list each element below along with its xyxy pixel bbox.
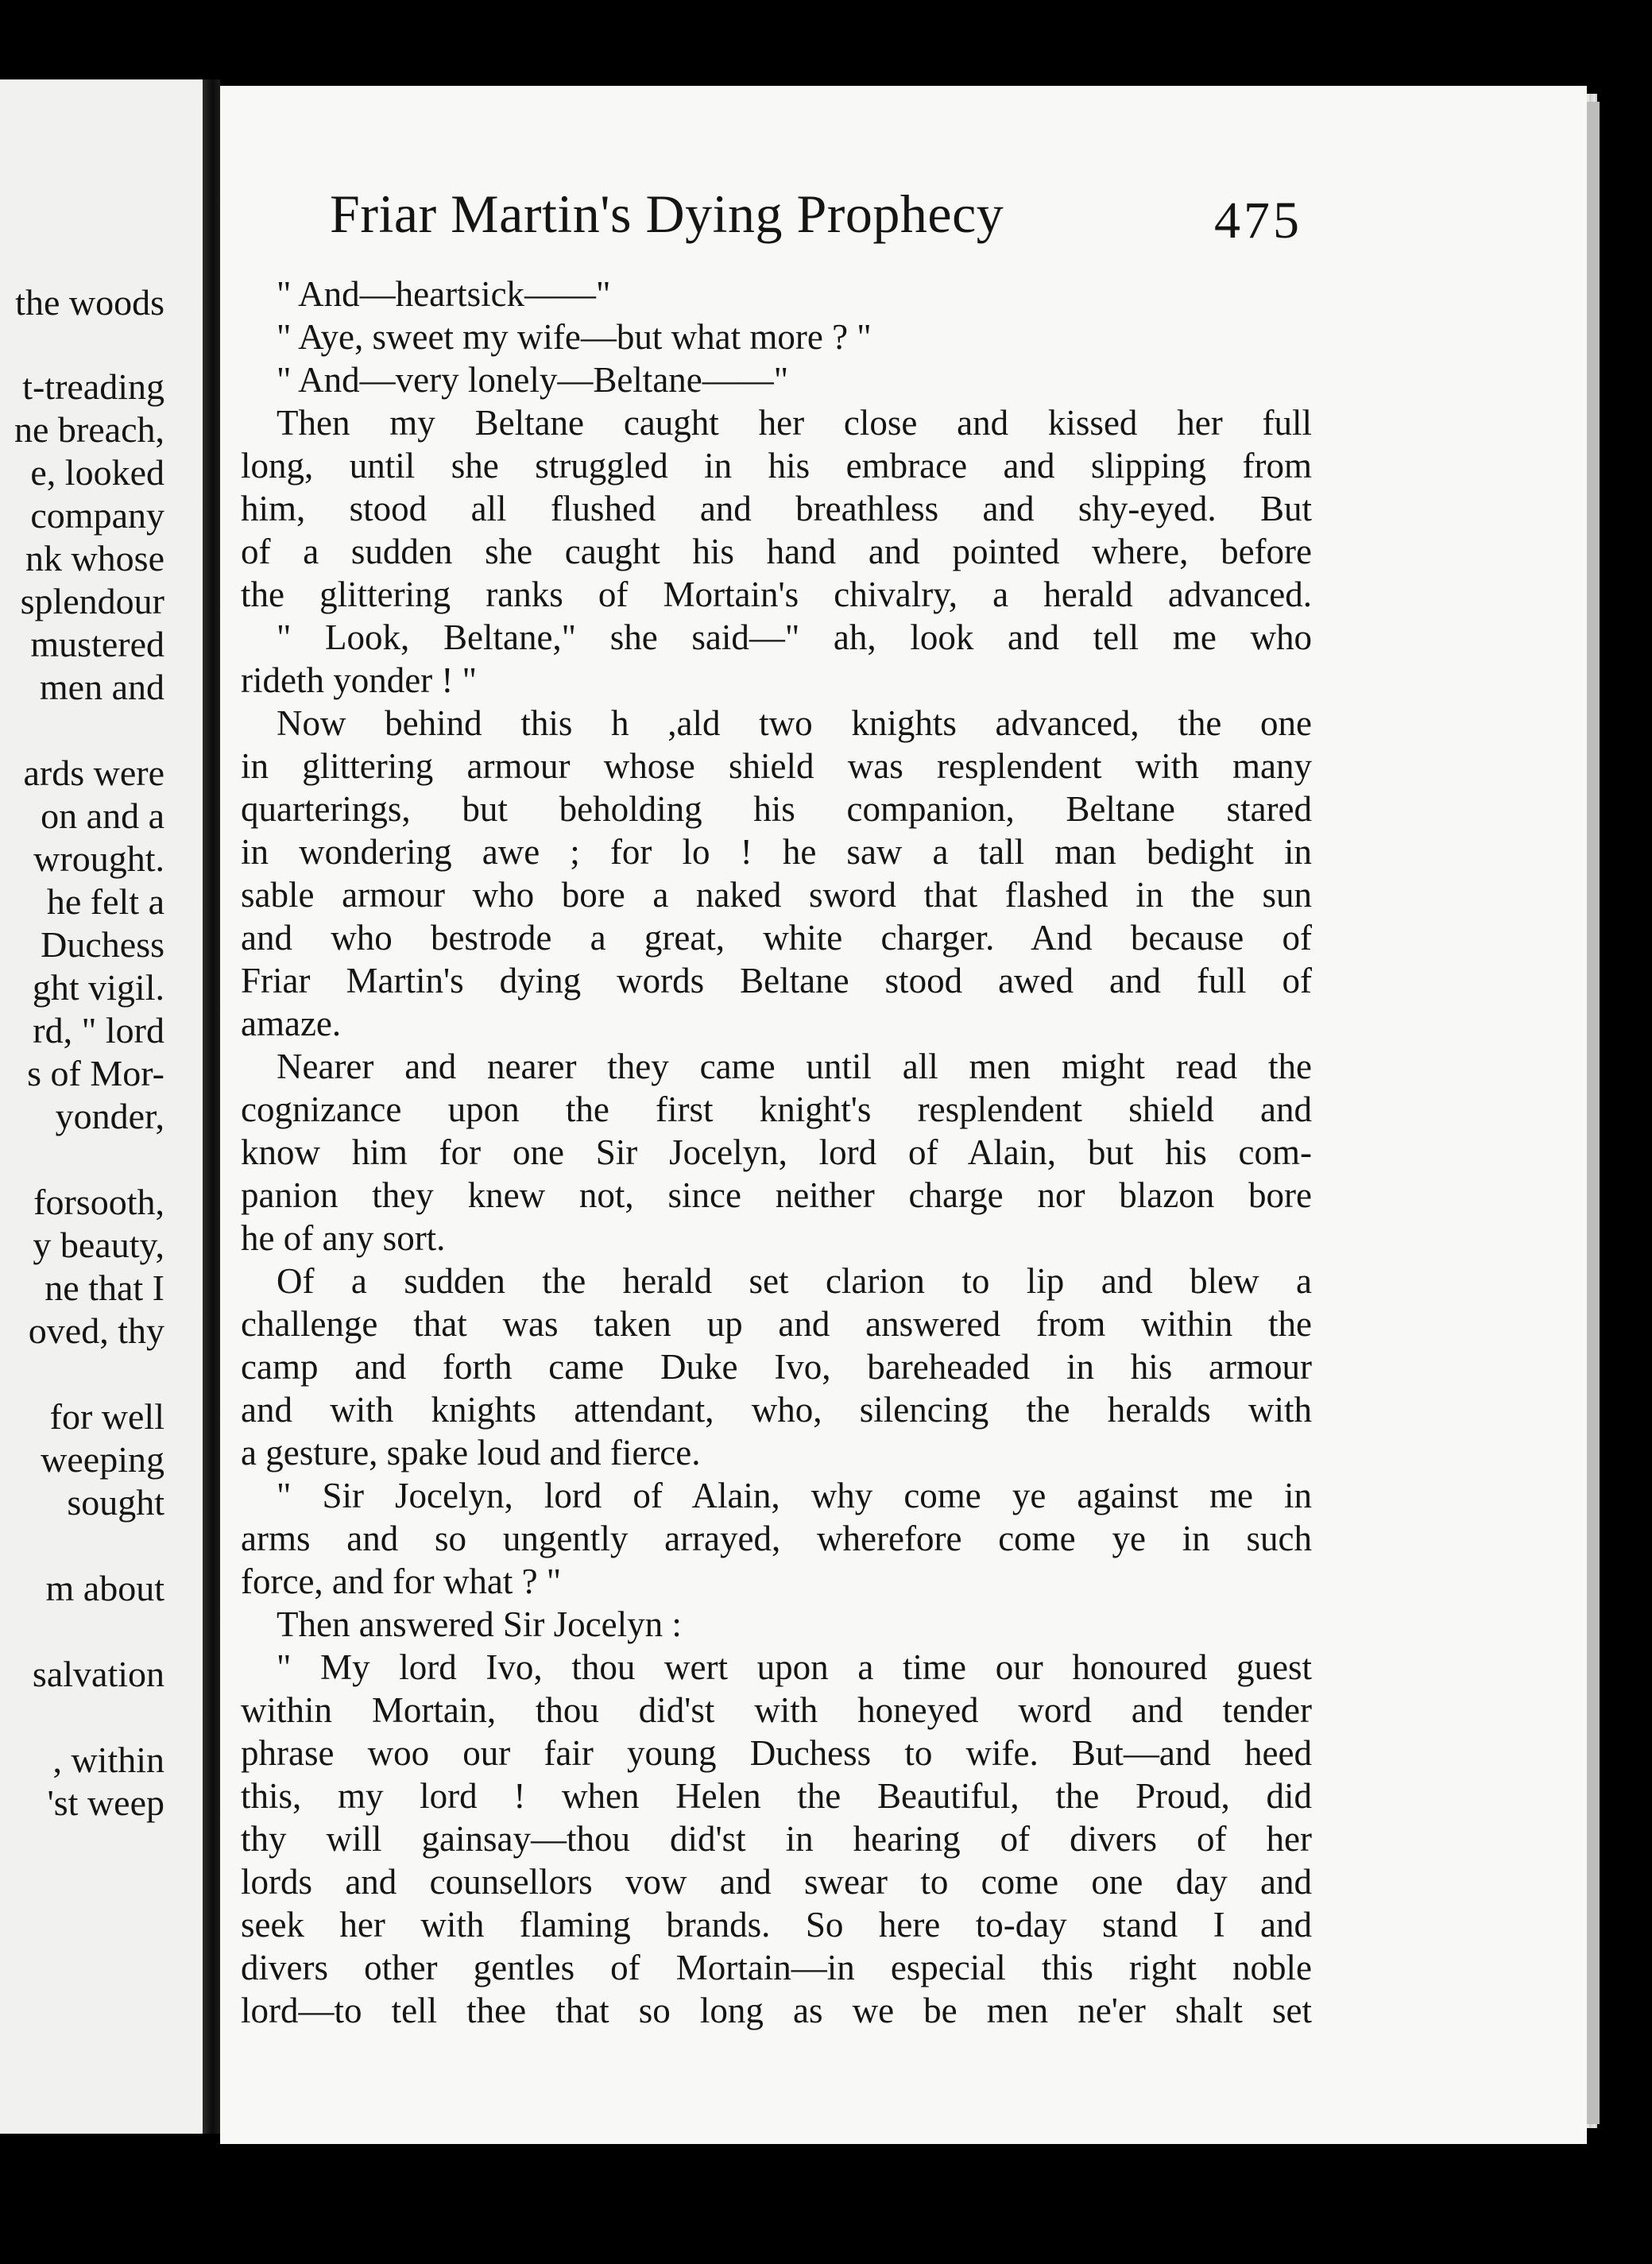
- left-page-line: company: [30, 495, 164, 536]
- left-page-line: for well: [49, 1396, 164, 1437]
- body-line: " And—heartsick——": [277, 274, 611, 314]
- body-line: amaze.: [241, 1004, 342, 1043]
- body-line: Then answered Sir Jocelyn :: [277, 1604, 682, 1644]
- body-line: " Look, Beltane," she said—" ah, look and tell me who: [277, 617, 1312, 657]
- left-page-line: 'st weep: [47, 1782, 164, 1823]
- body-line: " Aye, sweet my wife—but what more ? ": [277, 317, 872, 357]
- left-page-line: oved, thy: [28, 1310, 164, 1351]
- body-line: camp and forth came Duke Ivo, bareheaded in his armour: [241, 1347, 1312, 1387]
- body-line: phrase woo our fair young Duchess to wife. But—and heed: [241, 1733, 1312, 1773]
- body-line: in glittering armour whose shield was resplendent with many: [241, 746, 1312, 786]
- body-line: quarterings, but beholding his companion, Beltane stared: [241, 789, 1312, 829]
- left-page-line: ards were: [23, 753, 164, 793]
- left-page-line: splendour: [20, 581, 164, 621]
- left-page-line: Duchess: [41, 924, 164, 965]
- left-page-line: rd, " lord: [33, 1010, 164, 1051]
- body-line: Friar Martin's dying words Beltane stood awed and full of: [241, 961, 1312, 1000]
- body-line: arms and so ungently arrayed, wherefore come ye in such: [241, 1519, 1312, 1558]
- left-page-line: y beauty,: [33, 1225, 164, 1265]
- left-page-line: men and: [39, 667, 164, 707]
- left-page-line: nk whose: [25, 538, 164, 579]
- left-page-line: he felt a: [46, 881, 164, 922]
- body-line: long, until she struggled in his embrace and slipping from: [241, 446, 1312, 486]
- body-line: rideth yonder ! ": [241, 660, 478, 700]
- body-line: divers other gentles of Mortain—in especial this right noble: [241, 1948, 1312, 1987]
- body-line: " Sir Jocelyn, lord of Alain, why come ye against me in: [277, 1476, 1312, 1515]
- left-page-line: ght vigil.: [32, 967, 164, 1008]
- body-line: of a sudden she caught his hand and pointed where, before: [241, 532, 1312, 571]
- page-number: 475: [1214, 192, 1302, 250]
- body-line: " And—very lonely—Beltane——": [277, 360, 789, 400]
- body-line: lords and counsellors vow and swear to come one day and: [241, 1862, 1312, 1902]
- body-line: Now behind this h ,ald two knights advanced, the one: [277, 703, 1312, 743]
- book-gutter: [203, 79, 220, 2134]
- body-line: he of any sort.: [241, 1218, 446, 1258]
- left-page-line: ne breach,: [14, 409, 164, 450]
- body-line: challenge that was taken up and answered from within the: [241, 1304, 1312, 1344]
- left-page-line: yonder,: [55, 1096, 164, 1136]
- body-line: thy will gainsay—thou did'st in hearing of divers of her: [241, 1819, 1312, 1859]
- body-line: " My lord Ivo, thou wert upon a time our honoured guest: [277, 1647, 1312, 1687]
- left-page-line: wrought.: [33, 838, 164, 879]
- body-line: and with knights attendant, who, silencing the heralds with: [241, 1390, 1312, 1430]
- left-page-line: ne that I: [44, 1267, 164, 1308]
- body-line: force, and for what ? ": [241, 1562, 562, 1601]
- body-line: Nearer and nearer they came until all men might read the: [277, 1047, 1312, 1086]
- left-page-line: m about: [45, 1568, 164, 1608]
- body-line: and who bestrode a great, white charger. And because of: [241, 918, 1312, 958]
- left-page-line: forsooth,: [33, 1182, 164, 1222]
- page-edge-shadow: [1585, 102, 1600, 2124]
- body-line: panion they knew not, since neither charge nor blazon bore: [241, 1175, 1312, 1215]
- left-page-line: salvation: [32, 1654, 164, 1694]
- running-head: Friar Martin's Dying Prophecy: [330, 184, 1004, 244]
- body-line: him, stood all flushed and breathless and shy-eyed. But: [241, 489, 1312, 528]
- body-line: within Mortain, thou did'st with honeyed word and tender: [241, 1690, 1312, 1730]
- body-line: Then my Beltane caught her close and kissed her full: [277, 403, 1312, 443]
- body-line: a gesture, spake loud and fierce.: [241, 1433, 701, 1473]
- body-line: in wondering awe ; for lo ! he saw a tall man bedight in: [241, 832, 1312, 872]
- left-page-line: t-treading: [22, 366, 164, 407]
- body-line: cognizance upon the first knight's resplendent shield and: [241, 1089, 1312, 1129]
- body-line: Of a sudden the herald set clarion to lip and blew a: [277, 1261, 1312, 1301]
- left-page-line: on and a: [41, 795, 164, 836]
- left-page-line: , within: [52, 1740, 164, 1780]
- left-facing-page: [0, 79, 203, 2134]
- left-page-line: weeping: [41, 1439, 164, 1480]
- left-page-line: s of Mor-: [27, 1053, 164, 1093]
- body-line: lord—to tell thee that so long as we be men ne'er shalt set: [241, 1991, 1312, 2030]
- left-page-line: mustered: [30, 624, 164, 664]
- body-line: sable armour who bore a naked sword that flashed in the sun: [241, 875, 1312, 915]
- left-page-line: the woods: [15, 282, 164, 323]
- body-line: this, my lord ! when Helen the Beautiful, the Proud, did: [241, 1776, 1312, 1816]
- body-line: the glittering ranks of Mortain's chivalry, a herald advanced.: [241, 575, 1312, 614]
- body-line: know him for one Sir Jocelyn, lord of Alain, but his com-: [241, 1132, 1312, 1172]
- body-line: seek her with flaming brands. So here to-day stand I and: [241, 1905, 1312, 1945]
- left-page-line: sought: [67, 1482, 164, 1523]
- left-page-line: e, looked: [30, 452, 164, 493]
